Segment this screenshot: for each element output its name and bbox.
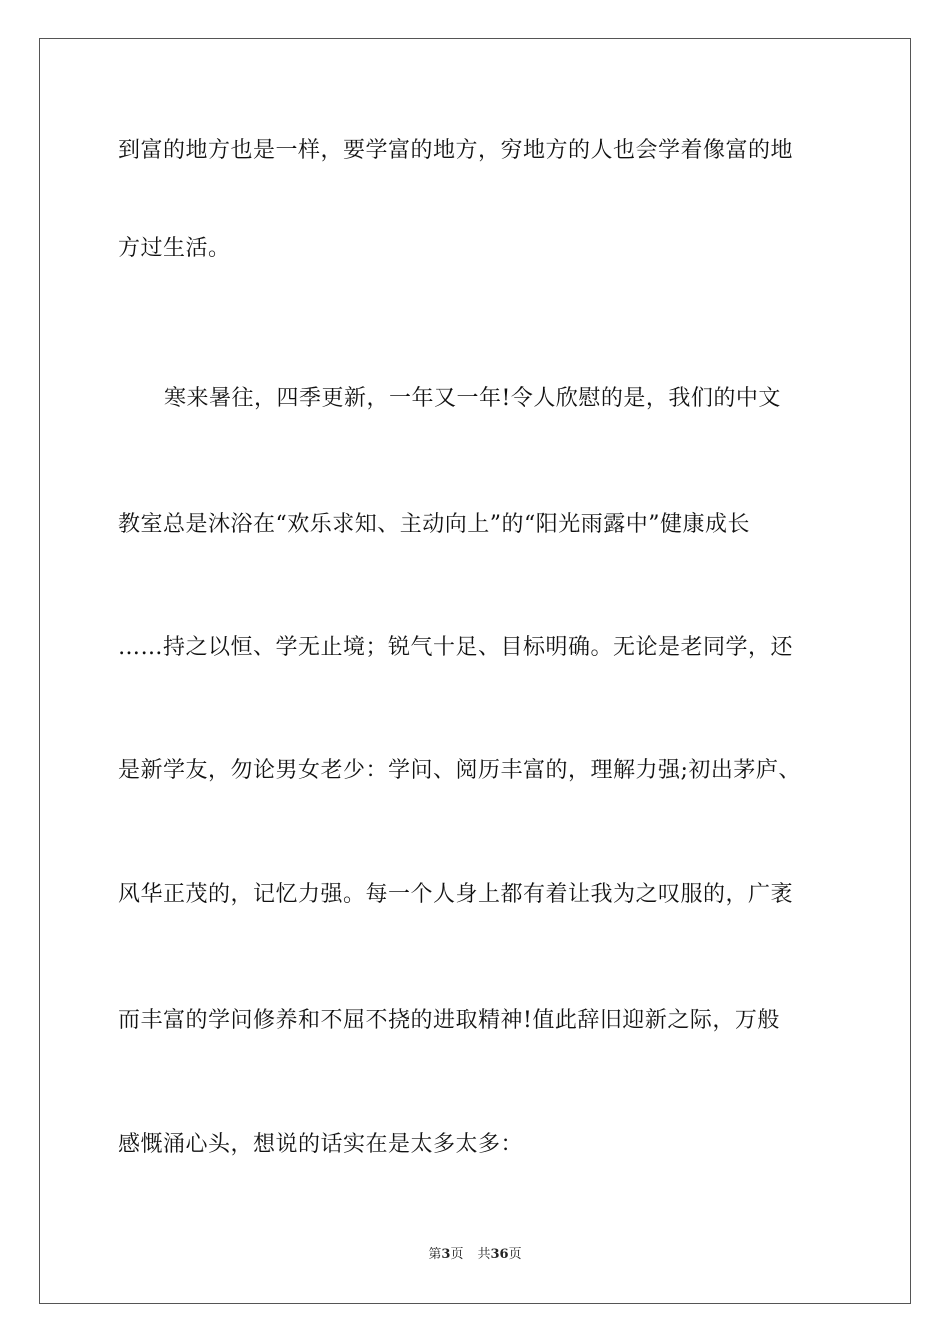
text-line-9: 感慨涌心头，想说的话实在是太多太多： [118,1132,524,1157]
footer-total-pages: 36 [490,1247,509,1262]
text-line-8: 而丰富的学问修养和不屈不挠的进取精神!值此辞旧迎新之际，万般 [118,1008,780,1033]
text-line-7: 风华正茂的，记忆力强。每一个人身上都有着让我为之叹服的，广袤 [118,882,794,907]
footer-total-suffix: 页 [508,1247,522,1262]
footer-page-prefix: 第 [428,1247,442,1262]
text-line-4: 教室总是沐浴在“欢乐求知、主动向上”的“阳光雨露中”健康成长 [118,512,750,537]
page-border [39,38,911,1304]
footer-total-prefix: 共 [477,1247,491,1262]
text-line-6: 是新学友，勿论男女老少：学问、阅历丰富的，理解力强;初出茅庐、 [118,758,801,783]
page-footer [0,1246,950,1264]
footer-page-suffix: 页 [450,1247,464,1262]
text-line-2: 方过生活。 [118,236,231,261]
text-line-5: ……持之以恒、学无止境；锐气十足、目标明确。无论是老同学，还 [118,635,794,660]
footer-page-number: 3 [441,1247,451,1262]
text-line-3: 寒来暑往，四季更新，一年又一年!令人欣慰的是，我们的中文 [164,386,781,411]
text-line-1: 到富的地方也是一样，要学富的地方，穷地方的人也会学着像富的地 [118,138,794,163]
